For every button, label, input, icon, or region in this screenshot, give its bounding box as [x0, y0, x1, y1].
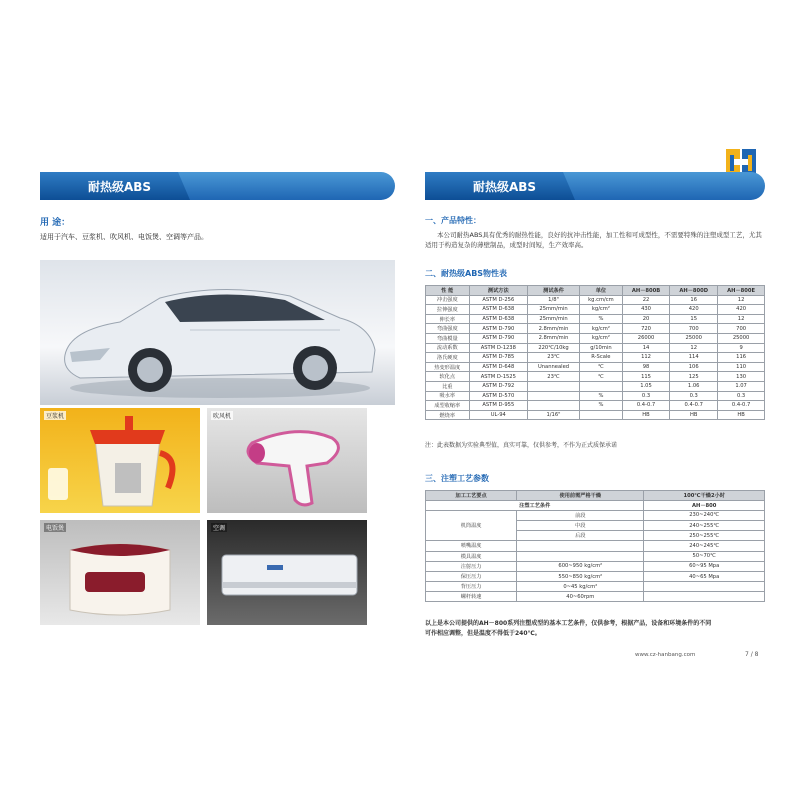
prop-cell: 220℃/10kg	[528, 343, 580, 353]
prop-cell: 1/16"	[528, 410, 580, 420]
prop-cell: 25000	[718, 333, 765, 343]
mold-cell: 240~255℃	[644, 520, 765, 530]
prop-cell	[528, 401, 580, 411]
mold-header-cell: 使用前需严格干燥	[517, 491, 644, 501]
mold-cell: 250~255℃	[644, 531, 765, 541]
bottom-note-line-1: 以上是本公司提供的AH－800系列注塑成型的基本工艺条件，仅供参考，根据产品，设备和环境条件的不同	[425, 620, 712, 627]
prop-cell: 拉伸强度	[426, 305, 470, 315]
table-row	[426, 401, 765, 411]
table-row	[426, 500, 765, 510]
prop-header-cell: AH－800B	[622, 286, 669, 296]
mold-cell: 40~60rpm	[517, 592, 644, 602]
prop-cell	[528, 381, 580, 391]
air-conditioner-photo	[207, 520, 367, 625]
prop-cell: 洛氏硬度	[426, 353, 470, 363]
table-row	[426, 333, 765, 343]
table-row	[426, 582, 765, 592]
prop-cell: HB	[670, 410, 718, 420]
prop-cell: ASTM D-792	[469, 381, 528, 391]
prop-cell: %	[579, 314, 622, 324]
prop-cell: UL-94	[469, 410, 528, 420]
prop-cell	[579, 410, 622, 420]
table-row	[426, 551, 765, 561]
left-banner-title: 耐热级ABS	[88, 180, 152, 194]
right-banner	[425, 172, 765, 200]
properties-table	[425, 285, 765, 420]
mold-cell: 0~45 kg/cm²	[517, 582, 644, 592]
prop-cell: 15	[670, 314, 718, 324]
table-row	[426, 541, 765, 551]
prop-cell: ℃	[579, 362, 622, 372]
prop-cell	[579, 381, 622, 391]
prop-cell: ASTM D-1525	[469, 372, 528, 382]
prop-cell: 流动系数	[426, 343, 470, 353]
mold-cell: 600~950 kg/cm²	[517, 561, 644, 571]
prop-cell: ASTM D-648	[469, 362, 528, 372]
prop-cell: 1.05	[622, 381, 669, 391]
table-row	[426, 295, 765, 305]
mold-cell: 240~245℃	[644, 541, 765, 551]
prop-cell: 9	[718, 343, 765, 353]
prop-cell: 23℃	[528, 372, 580, 382]
prop-header-cell: 性 能	[426, 286, 470, 296]
prop-cell: 130	[718, 372, 765, 382]
prop-cell: ASTM D-955	[469, 401, 528, 411]
prop-cell: 1.07	[718, 381, 765, 391]
mold-header-cell: 加工工艺要点	[426, 491, 517, 501]
right-page	[425, 130, 765, 670]
usage-heading: 用 途：	[40, 218, 71, 228]
prop-cell: 0.4-0.7	[622, 401, 669, 411]
prop-cell: kg/cm²	[579, 333, 622, 343]
mold-cell: 螺杆转速	[426, 592, 517, 602]
right-banner-title: 耐热级ABS	[473, 180, 537, 194]
prop-cell: 116	[718, 353, 765, 363]
mold-subheader-cell: AH－800	[644, 500, 765, 510]
prop-cell: ℃	[579, 372, 622, 382]
mold-cell	[517, 541, 644, 551]
prop-cell: 700	[718, 324, 765, 334]
rice-cooker-photo	[40, 520, 200, 625]
prop-cell: 吸水率	[426, 391, 470, 401]
table-row	[426, 391, 765, 401]
mold-cell	[644, 592, 765, 602]
prop-cell: 0.3	[718, 391, 765, 401]
prop-cell: 125	[670, 372, 718, 382]
prop-cell: 700	[670, 324, 718, 334]
prop-cell: 0.3	[670, 391, 718, 401]
prop-cell: 720	[622, 324, 669, 334]
prop-cell: 0.4-0.7	[670, 401, 718, 411]
table-row	[426, 324, 765, 334]
mold-cell: 50~70℃	[644, 551, 765, 561]
prop-cell: 112	[622, 353, 669, 363]
prop-cell: HB	[622, 410, 669, 420]
table-note: 注：此表数据为实验典型值，真实可靠，仅供参考，不作为正式质保承诺	[425, 442, 618, 449]
prop-cell: 14	[622, 343, 669, 353]
prop-cell: 热变形温度	[426, 362, 470, 372]
section-1-heading: 一、产品特性：	[425, 216, 481, 225]
mold-cell: 背压压力	[426, 582, 517, 592]
tile-label-aircon: 空调	[213, 525, 226, 532]
mold-cell: 230~240℃	[644, 510, 765, 520]
prop-cell: ASTM D-785	[469, 353, 528, 363]
page-number: 7 / 8	[745, 651, 759, 658]
prop-cell: ASTM D-790	[469, 324, 528, 334]
prop-cell: 伸长率	[426, 314, 470, 324]
prop-cell: kg.cm/cm	[579, 295, 622, 305]
prop-cell: 2.8mm/min	[528, 333, 580, 343]
prop-cell: HB	[718, 410, 765, 420]
mold-cell: 保压压力	[426, 571, 517, 581]
prop-cell: ASTM D-790	[469, 333, 528, 343]
prop-cell: 420	[718, 305, 765, 315]
bottom-note-line-2: 可作相应调整，但是温度不得低于240℃。	[425, 630, 541, 637]
prop-cell: 420	[670, 305, 718, 315]
prop-cell: 430	[622, 305, 669, 315]
mold-cell: 60~95 Mpa	[644, 561, 765, 571]
prop-header-cell: 测试方法	[469, 286, 528, 296]
mold-cell: 40~65 Mpa	[644, 571, 765, 581]
hair-dryer-photo	[207, 408, 367, 513]
prop-cell: 110	[718, 362, 765, 372]
prop-cell: 25mm/min	[528, 305, 580, 315]
prop-cell: Unannealed	[528, 362, 580, 372]
prop-cell: 1/8"	[528, 295, 580, 305]
prop-cell: 114	[670, 353, 718, 363]
prop-cell: 冲击强度	[426, 295, 470, 305]
prop-cell: 26000	[622, 333, 669, 343]
prop-cell: 2.8mm/min	[528, 324, 580, 334]
prop-cell: g/10min	[579, 343, 622, 353]
left-page	[40, 130, 395, 670]
table-row	[426, 410, 765, 420]
prop-cell: 0.4-0.7	[718, 401, 765, 411]
table-row	[426, 561, 765, 571]
prop-cell: ASTM D-638	[469, 314, 528, 324]
section-2-heading: 二、耐热级ABS物性表	[425, 269, 508, 278]
prop-cell: 106	[670, 362, 718, 372]
prop-header-cell: 测试条件	[528, 286, 580, 296]
prop-cell: 115	[622, 372, 669, 382]
table-row	[426, 592, 765, 602]
tile-label-hairdryer: 吹风机	[213, 413, 232, 420]
prop-cell: %	[579, 401, 622, 411]
usage-text: 适用于汽车、豆浆机、吹风机、电饭煲、空调等产品。	[40, 233, 208, 241]
mold-subheader-cell: 注塑工艺条件	[426, 500, 644, 510]
table-row	[426, 491, 765, 501]
prop-cell: 25mm/min	[528, 314, 580, 324]
table-row	[426, 372, 765, 382]
mold-cell: 喷嘴温度	[426, 541, 517, 551]
prop-cell: 0.3	[622, 391, 669, 401]
table-row	[426, 510, 765, 520]
section-1-paragraph: 本公司耐热ABS具有优秀的耐热性能，良好的抗冲击性能，加工性和可成型性，不需要特殊的注塑成型工艺，尤其适用于构造复杂的薄壁制品，成型时间短，生产效率高。	[425, 231, 762, 249]
prop-cell: 比重	[426, 381, 470, 391]
section-3-heading: 三、注塑工艺参数	[425, 474, 489, 483]
prop-cell: 22	[622, 295, 669, 305]
tile-label-soymilk: 豆浆机	[46, 413, 65, 420]
prop-cell: 12	[670, 343, 718, 353]
soymilk-maker-photo	[40, 408, 200, 513]
mold-cell: 前段	[517, 510, 644, 520]
table-row	[426, 314, 765, 324]
table-row	[426, 362, 765, 372]
mold-cell: 模具温度	[426, 551, 517, 561]
mold-header-cell: 100℃干燥2小时	[644, 491, 765, 501]
prop-cell: 25000	[670, 333, 718, 343]
prop-header-cell: 单位	[579, 286, 622, 296]
prop-cell: ASTM D-638	[469, 305, 528, 315]
left-banner	[40, 172, 395, 200]
car-photo	[40, 260, 395, 405]
prop-cell: ASTM D-1238	[469, 343, 528, 353]
prop-header-cell: AH－800E	[718, 286, 765, 296]
prop-cell: 1.06	[670, 381, 718, 391]
prop-cell: kg/cm²	[579, 324, 622, 334]
prop-cell: 98	[622, 362, 669, 372]
molding-parameters-table	[425, 490, 765, 602]
prop-cell: 弯曲模量	[426, 333, 470, 343]
table-row	[426, 571, 765, 581]
prop-cell: %	[579, 391, 622, 401]
prop-cell: 弯曲强度	[426, 324, 470, 334]
prop-cell: 12	[718, 314, 765, 324]
mold-cell: 550~850 kg/cm²	[517, 571, 644, 581]
mold-cell: 中段	[517, 520, 644, 530]
prop-cell: 20	[622, 314, 669, 324]
prop-header-cell: AH－800D	[670, 286, 718, 296]
mold-barrel-cell: 机筒温度	[426, 510, 517, 541]
prop-cell: R-Scale	[579, 353, 622, 363]
prop-cell: kg/cm²	[579, 305, 622, 315]
table-row	[426, 353, 765, 363]
tile-label-ricecooker: 电饭煲	[46, 525, 65, 532]
prop-cell	[528, 391, 580, 401]
prop-cell: ASTM D-570	[469, 391, 528, 401]
prop-cell: 23℃	[528, 353, 580, 363]
mold-cell: 注射压力	[426, 561, 517, 571]
mold-cell	[644, 582, 765, 592]
prop-cell: 燃烧率	[426, 410, 470, 420]
table-row	[426, 343, 765, 353]
prop-cell: ASTM D-256	[469, 295, 528, 305]
mold-cell: 后段	[517, 531, 644, 541]
footer-url: www.cz-hanbang.com	[635, 652, 696, 658]
prop-cell: 12	[718, 295, 765, 305]
table-row	[426, 305, 765, 315]
prop-cell: 16	[670, 295, 718, 305]
table-row	[426, 381, 765, 391]
prop-cell: 成型收缩率	[426, 401, 470, 411]
mold-cell	[517, 551, 644, 561]
prop-cell: 软化点	[426, 372, 470, 382]
